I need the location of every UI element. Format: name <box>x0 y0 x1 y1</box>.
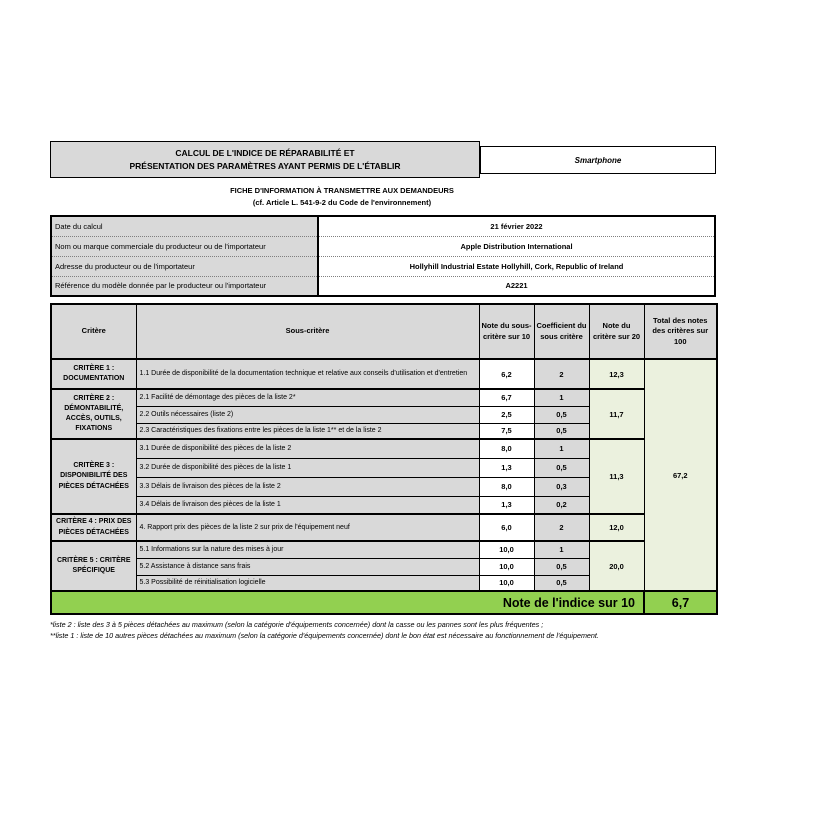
header-coefficient: Coefficient du sous critère <box>534 304 589 359</box>
table-row <box>51 541 717 558</box>
coefficient-cell: 0,5 <box>534 423 589 439</box>
sub-criterion-cell: 2.2 Outils nécessaires (liste 2) <box>136 406 479 423</box>
criterion-score-cell: 20,0 <box>589 541 644 591</box>
info-row <box>51 216 715 236</box>
coefficient-cell: 0,5 <box>534 558 589 575</box>
criterion-cell: CRITÈRE 4 : PRIX DES PIÈCES DÉTACHÉES <box>51 514 136 541</box>
coefficient-cell: 0,3 <box>534 477 589 496</box>
sub-score-cell: 10,0 <box>479 575 534 591</box>
sub-criterion-cell: 3.2 Durée de disponibilité des pièces de la liste 1 <box>136 458 479 477</box>
coefficient-cell: 0,5 <box>534 458 589 477</box>
subtitle-line-1: FICHE D'INFORMATION À TRANSMETTRE AUX DEMANDEURS <box>230 186 454 195</box>
sub-criterion-cell: 2.1 Facilité de démontage des pièces de la liste 2* <box>136 389 479 406</box>
producer-info-table <box>50 215 716 297</box>
sub-criterion-cell: 3.3 Délais de livraison des pièces de la liste 2 <box>136 477 479 496</box>
document-title <box>50 141 480 178</box>
coefficient-cell: 2 <box>534 359 589 389</box>
info-label: Date du calcul <box>51 216 318 236</box>
index-score-value: 6,7 <box>644 591 717 614</box>
sub-score-cell: 1,3 <box>479 458 534 477</box>
criteria-table <box>50 303 718 615</box>
coefficient-cell: 0,5 <box>534 406 589 423</box>
coefficient-cell: 1 <box>534 541 589 558</box>
criterion-score-cell: 11,7 <box>589 389 644 439</box>
sub-score-cell: 6,7 <box>479 389 534 406</box>
info-value: Hollyhill Industrial Estate Hollyhill, Cork, Republic of Ireland <box>318 256 715 276</box>
info-label: Nom ou marque commerciale du producteur ou de l'importateur <box>51 236 318 256</box>
table-row <box>51 389 717 406</box>
sub-criterion-cell: 5.1 Informations sur la nature des mises à jour <box>136 541 479 558</box>
criterion-score-cell: 12,0 <box>589 514 644 541</box>
product-category: Smartphone <box>574 155 622 165</box>
sub-score-cell: 8,0 <box>479 477 534 496</box>
info-value: A2221 <box>318 276 715 296</box>
footnotes <box>50 619 716 641</box>
info-row <box>51 236 715 256</box>
title-line-1: CALCUL DE L'INDICE DE RÉPARABILITÉ ET <box>175 147 355 158</box>
info-label: Référence du modèle donnée par le producteur ou l'importateur <box>51 276 318 296</box>
sub-score-cell: 2,5 <box>479 406 534 423</box>
coefficient-cell: 1 <box>534 389 589 406</box>
table-row <box>51 514 717 541</box>
coefficient-cell: 0,5 <box>534 575 589 591</box>
subtitle-line-2: (cf. Article L. 541-9-2 du Code de l'environnement) <box>252 198 432 207</box>
criteria-table-header <box>51 304 717 359</box>
criterion-cell: CRITÈRE 1 : DOCUMENTATION <box>51 359 136 389</box>
coefficient-cell: 1 <box>534 439 589 458</box>
footnote-liste-2: *liste 2 : liste des 3 à 5 pièces détachées au maximum (selon la catégorie d'équipements concernée) dont la casse ou les pannes sont les plus fréquentes ; <box>50 620 544 629</box>
document-subtitle <box>50 185 634 209</box>
footnote-liste-1: **liste 1 : liste de 10 autres pièces détachées au maximum (selon la catégorie d'équipements concernée) dont le bon état est nécessaire au fonctionnement de l'équipement. <box>50 631 599 641</box>
header-sub-criterion: Sous-critère <box>136 304 479 359</box>
total-score-cell: 67,2 <box>644 359 717 591</box>
header-sub-score: Note du sous-critère sur 10 <box>479 304 534 359</box>
sub-criterion-cell: 1.1 Durée de disponibilité de la documentation technique et relative aux conseils d'utilisation et d'entretien <box>136 359 479 389</box>
criterion-score-cell: 12,3 <box>589 359 644 389</box>
sub-score-cell: 7,5 <box>479 423 534 439</box>
sub-score-cell: 10,0 <box>479 541 534 558</box>
info-value: 21 février 2022 <box>490 221 543 231</box>
sub-score-cell: 8,0 <box>479 439 534 458</box>
sub-score-cell: 6,2 <box>479 359 534 389</box>
header-criterion-score: Note du critère sur 20 <box>589 304 644 359</box>
sub-criterion-cell: 3.4 Délais de livraison des pièces de la liste 1 <box>136 496 479 514</box>
header-criterion: Critère <box>51 304 136 359</box>
sub-criterion-cell: 5.3 Possibilité de réinitialisation logicielle <box>136 575 479 591</box>
info-value: Apple Distribution International <box>318 236 715 256</box>
sub-criterion-cell: 2.3 Caractéristiques des fixations entre les pièces de la liste 1** et de la liste 2 <box>136 423 479 439</box>
info-row <box>51 276 715 296</box>
sub-criterion-cell: 3.1 Durée de disponibilité des pièces de la liste 2 <box>136 439 479 458</box>
product-category-box <box>480 146 716 174</box>
sub-score-cell: 1,3 <box>479 496 534 514</box>
title-line-2: PRÉSENTATION DES PARAMÈTRES AYANT PERMIS DE L'ÉTABLIR <box>129 160 401 171</box>
sub-score-cell: 6,0 <box>479 514 534 541</box>
coefficient-cell: 2 <box>534 514 589 541</box>
table-row <box>51 439 717 458</box>
info-row <box>51 256 715 276</box>
sub-criterion-cell: 5.2 Assistance à distance sans frais <box>136 558 479 575</box>
sub-criterion-cell: 4. Rapport prix des pièces de la liste 2 sur prix de l'équipement neuf <box>136 514 479 541</box>
index-score-row <box>51 591 717 614</box>
table-row <box>51 359 717 389</box>
coefficient-cell: 0,2 <box>534 496 589 514</box>
criterion-cell: CRITÈRE 2 : DÉMONTABILITÉ, ACCÈS, OUTILS, FIXATIONS <box>51 389 136 439</box>
criterion-cell: CRITÈRE 5 : CRITÈRE SPÉCIFIQUE <box>51 541 136 591</box>
criterion-score-cell: 11,3 <box>589 439 644 514</box>
info-label: Adresse du producteur ou de l'importateur <box>51 256 318 276</box>
index-score-label: Note de l'indice sur 10 <box>51 591 644 614</box>
header-total: Total des notes des critères sur 100 <box>644 304 717 359</box>
criterion-cell: CRITÈRE 3 : DISPONIBILITÉ DES PIÈCES DÉTACHÉES <box>51 439 136 514</box>
sub-score-cell: 10,0 <box>479 558 534 575</box>
